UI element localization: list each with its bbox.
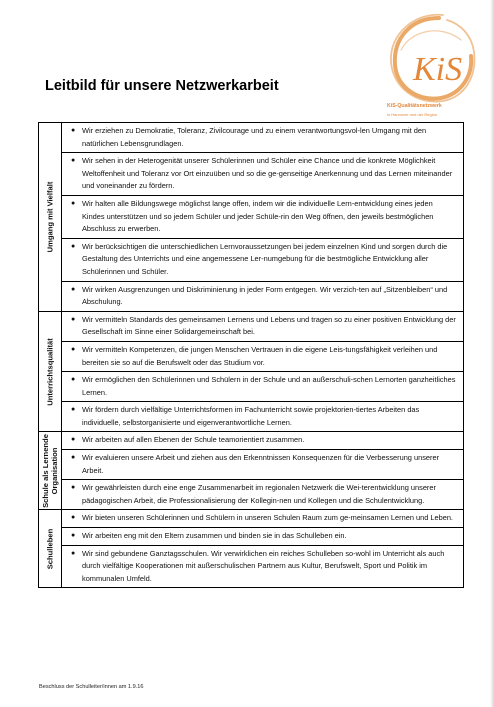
item-text: Wir sehen in der Heterogenität unserer Schülerinnen und Schüler eine Chance und die konkrete Möglichkeit Weltoffenheit und Toleranz vor Ort einzuüben und so die ge-genseitige Anerkennung und das Lernen miteinander und voneinander zu fördern. — [82, 156, 453, 191]
list-item — [62, 281, 464, 311]
category-label-line: Schulleben — [45, 528, 55, 570]
bullet-icon: ● — [71, 406, 76, 414]
list-item — [62, 311, 464, 341]
table-row — [39, 528, 464, 546]
category-cell — [39, 510, 62, 588]
list-item — [62, 123, 464, 153]
list-item — [62, 195, 464, 238]
bullet-icon: ● — [71, 514, 76, 522]
bullet-icon: ● — [71, 484, 76, 492]
item-text: Wir berücksichtigen die unterschiedlichen Lernvoraussetzungen bei jedem einzelnen Kind und sorgen durch die Gestaltung des Unterrichts und eine angemessene Ler-numgebung für die bestmögliche Entwicklung aller Schülerinnen und Schüler. — [82, 241, 448, 276]
category-label — [46, 181, 55, 252]
item-text: Wir vermitteln Kompetenzen, die jungen Menschen Vertrauen in die eigene Leis-tungsfähigkeit verleihen und bereiten sie so auf die Berufswelt oder das Studium vor. — [82, 344, 438, 367]
item-text: Wir ermöglichen den Schülerinnen und Schülern in der Schule und an außerschuli-schen Lernorten ganzheitliches Lernen. — [82, 375, 456, 397]
item-text: Wir gewährleisten durch eine enge Zusammenarbeit im regionalen Netzwerk die Wei-terentwicklung unserer pädagogischen Arbeit, die Professionalisierung der Kollegin-nen und Kollegen und die Schulentwicklung. — [82, 483, 436, 505]
category-label — [41, 434, 59, 508]
table-row — [39, 311, 464, 341]
logo-subtitle: in Hannover und der Region — [387, 112, 438, 117]
bullet-icon: ● — [71, 532, 76, 540]
bullet-icon: ● — [71, 436, 76, 444]
page-title: Leitbild für unsere Netzwerkarbeit — [45, 78, 279, 94]
category-cell — [39, 123, 62, 312]
item-text: Wir bieten unseren Schülerinnen und Schülern in unseren Schulen Raum zum ge-meinsamen Lernen und Leben. — [82, 513, 453, 523]
item-text: Wir wirken Ausgrenzungen und Diskriminierung in jeder Form entgegen. Wir verzich-ten auf „Sitzenbleiben“ und Abschulung. — [82, 284, 448, 307]
bullet-icon: ● — [71, 345, 76, 353]
list-item — [62, 510, 464, 528]
footer-note: Beschluss der Schulleiter/innen am 1.9.16 — [39, 684, 144, 690]
table-row — [39, 281, 464, 311]
category-cell — [39, 432, 62, 510]
table-row — [39, 510, 464, 528]
table-row — [39, 195, 464, 238]
list-item — [62, 402, 464, 432]
category-label — [46, 529, 55, 570]
logo-name: KiS-Qualitätsnetzwerk — [387, 103, 442, 109]
bullet-icon: ● — [71, 315, 76, 323]
table-row — [39, 545, 464, 588]
item-text: Wir halten alle Bildungswege möglichst lange offen, indem wir die individuelle Lern-entwicklung eines jeden Kindes unterstützen und so jedem Schüler und jeder Schüle-rin den Weg öffnen, den jeweils bestmöglichen Abschluss zu erwerben. — [82, 198, 434, 234]
item-text: Wir arbeiten eng mit den Eltern zusammen und binden sie in das Schulleben ein. — [82, 531, 347, 541]
table-row — [39, 402, 464, 432]
list-item — [62, 480, 464, 510]
item-text: Wir evaluieren unsere Arbeit und ziehen aus den Erkenntnissen Konsequenzen für die Verbesserung unserer Arbeit. — [82, 453, 440, 475]
page-shadow — [490, 0, 494, 707]
item-text: Wir erziehen zu Demokratie, Toleranz, Zivilcourage und zu einem verantwortungsvol-len Umgang mit den natürlichen Lebensgrundlagen. — [82, 126, 427, 148]
item-text: Wir fördern durch vielfältige Unterrichtsformen im Fachunterricht sowie projektorien-tiertes Arbeiten das individuelle, selbstorganisierte und eigenverantwortliche Lernen. — [82, 405, 420, 427]
logo-letters: KiS — [413, 51, 463, 88]
list-item — [62, 528, 464, 546]
item-text: Wir sind gebundene Ganztagsschulen. Wir verwirklichen ein reiches Schulleben so-wohl im Unterricht als auch durch vielfältige Kooperationen mit außerschulischen Partnern aus Kultur, Berufswelt, Sport und Politik im kommunalen Umfeld. — [82, 548, 445, 583]
list-item — [62, 238, 464, 281]
leitbild-table — [38, 122, 464, 588]
table-row — [39, 123, 464, 153]
table-row — [39, 480, 464, 510]
bullet-icon: ● — [71, 376, 76, 384]
bullet-icon: ● — [71, 157, 76, 165]
item-text: Wir vermitteln Standards des gemeinsamen Lernens und Lebens und tragen so zu einer positiven Entwicklung der Gesellschaft im Sinne einer Solidargemeinschaft bei. — [82, 314, 456, 337]
bullet-icon: ● — [71, 285, 76, 293]
table-row — [39, 432, 464, 450]
list-item — [62, 450, 464, 480]
category-label-line: Umgang mit Vielfalt — [45, 181, 55, 253]
table-row — [39, 238, 464, 281]
category-label-line: Organisation — [50, 447, 59, 495]
list-item — [62, 432, 464, 450]
table-row — [39, 341, 464, 371]
table-row — [39, 153, 464, 196]
table-row — [39, 450, 464, 480]
table-row — [39, 372, 464, 402]
list-item — [62, 341, 464, 371]
category-label — [46, 338, 55, 406]
bullet-icon: ● — [71, 199, 76, 207]
category-label-line: Unterrichtsqualität — [45, 337, 55, 406]
item-text: Wir arbeiten auf allen Ebenen der Schule teamorientiert zusammen. — [82, 435, 305, 445]
list-item — [62, 372, 464, 402]
category-cell — [39, 311, 62, 432]
category-label-line: Schule als Lernende — [41, 434, 50, 508]
list-item — [62, 545, 464, 588]
bullet-icon: ● — [71, 127, 76, 134]
bullet-icon: ● — [71, 454, 76, 462]
bullet-icon: ● — [71, 549, 76, 557]
bullet-icon: ● — [71, 242, 76, 250]
leitbild-table-body — [39, 123, 464, 588]
list-item — [62, 153, 464, 196]
